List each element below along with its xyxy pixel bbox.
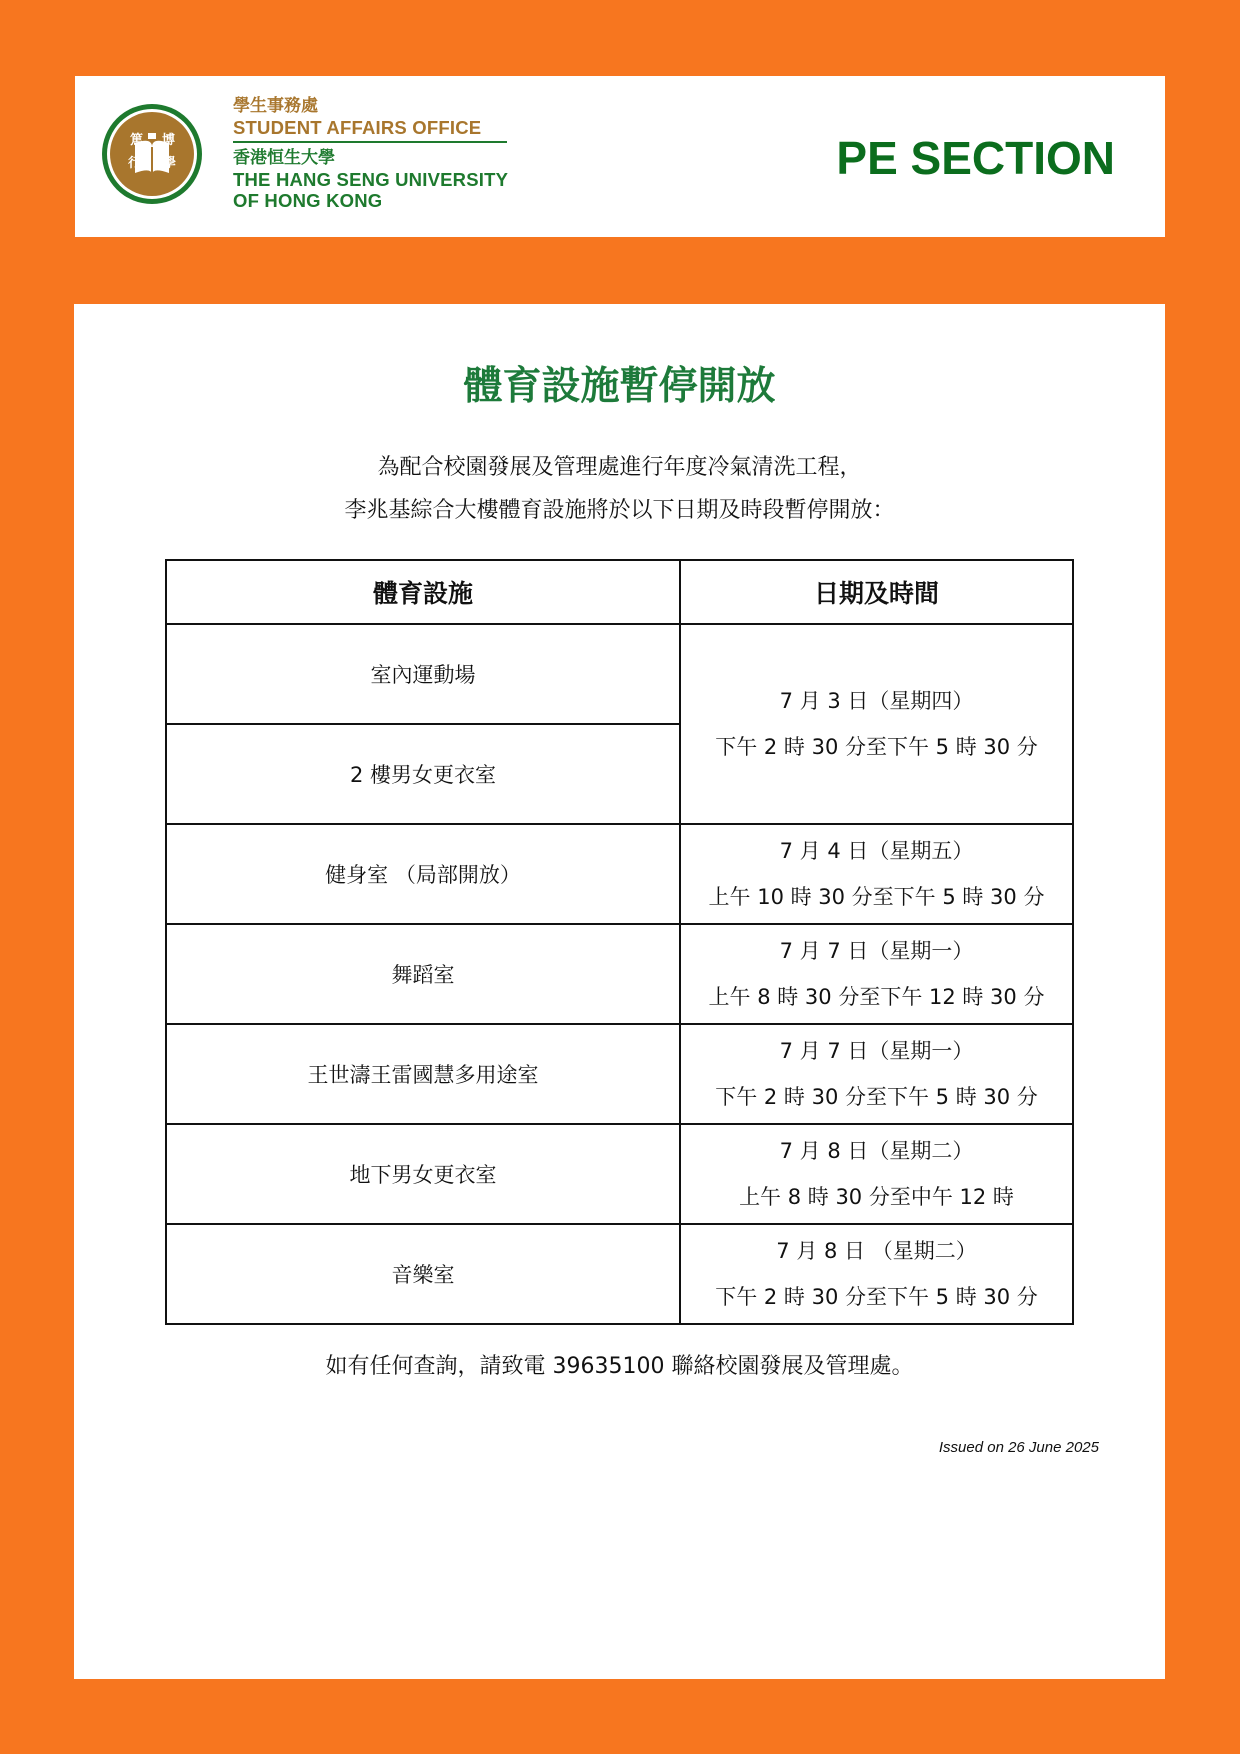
datetime-cell (680, 1124, 1073, 1224)
logo-wordmark (233, 95, 508, 211)
table-row (166, 924, 1073, 1024)
seal-char: 博 (162, 133, 176, 148)
notice-title: 體育設施暫停開放 (463, 364, 776, 409)
facility-cell: 地下男女更衣室 (166, 1124, 680, 1224)
university-name-en-line1: THE HANG SENG UNIVERSITY (233, 169, 509, 190)
date-text: 7 月 8 日（星期二） (779, 1139, 974, 1163)
notice-card (74, 304, 1165, 1679)
datetime-cell (680, 924, 1073, 1024)
column-header-facility: 體育設施 (166, 560, 680, 624)
time-text: 下午 2 時 30 分至下午 5 時 30 分 (715, 735, 1038, 759)
table-row (166, 1124, 1073, 1224)
time-text: 上午 8 時 30 分至中午 12 時 (739, 1185, 1014, 1209)
time-text: 上午 10 時 30 分至下午 5 時 30 分 (708, 885, 1045, 909)
table-row (166, 1224, 1073, 1324)
notice-intro (74, 446, 1165, 532)
time-text: 下午 2 時 30 分至下午 5 時 30 分 (715, 1285, 1038, 1309)
header-banner (75, 76, 1165, 237)
facility-cell: 王世濤王雷國慧多用途室 (166, 1024, 680, 1124)
datetime-cell (680, 624, 1073, 824)
seal-char: 篤 (130, 133, 144, 148)
intro-line: 為配合校園發展及管理處進行年度冷氣清洗工程， (377, 455, 862, 480)
date-text: 7 月 8 日 （星期二） (776, 1239, 977, 1263)
facility-cell: 音樂室 (166, 1224, 680, 1324)
table-row (166, 824, 1073, 924)
seal-char: 行 (128, 156, 142, 171)
column-header-datetime: 日期及時間 (680, 560, 1073, 624)
closure-schedule-table (165, 559, 1074, 1325)
date-text: 7 月 7 日（星期一） (779, 939, 974, 963)
facility-cell: 健身室 （局部開放） (166, 824, 680, 924)
office-name-zh: 學生事務處 (233, 96, 318, 116)
time-text: 上午 8 時 30 分至下午 12 時 30 分 (708, 985, 1045, 1009)
datetime-cell (680, 1024, 1073, 1124)
datetime-cell (680, 824, 1073, 924)
table-row (166, 1024, 1073, 1124)
date-text: 7 月 7 日（星期一） (779, 1039, 974, 1063)
seal-char: 學 (163, 156, 177, 171)
facility-cell: 2 樓男女更衣室 (166, 724, 680, 824)
datetime-cell (680, 1224, 1073, 1324)
enquiry-note: 如有任何查詢，請致電 39635100 聯絡校園發展及管理處。 (325, 1354, 914, 1379)
date-text: 7 月 3 日（星期四） (779, 689, 974, 713)
issued-date: Issued on 26 June 2025 (938, 1439, 1099, 1456)
date-text: 7 月 4 日（星期五） (779, 839, 974, 863)
table-row (166, 624, 1073, 724)
university-name-zh: 香港恒生大學 (233, 148, 335, 168)
table-header-row (166, 560, 1073, 624)
time-text: 下午 2 時 30 分至下午 5 時 30 分 (715, 1085, 1038, 1109)
intro-line: 李兆基綜合大樓體育設施將於以下日期及時段暫停開放： (344, 498, 895, 523)
section-title: PE SECTION (836, 132, 1115, 184)
facility-cell: 舞蹈室 (166, 924, 680, 1024)
logo-divider (233, 141, 507, 143)
office-name-en: STUDENT AFFAIRS OFFICE (233, 117, 482, 138)
university-seal-logo (101, 103, 203, 205)
university-name-en-line2: OF HONG KONG (233, 190, 383, 211)
facility-cell: 室內運動場 (166, 624, 680, 724)
